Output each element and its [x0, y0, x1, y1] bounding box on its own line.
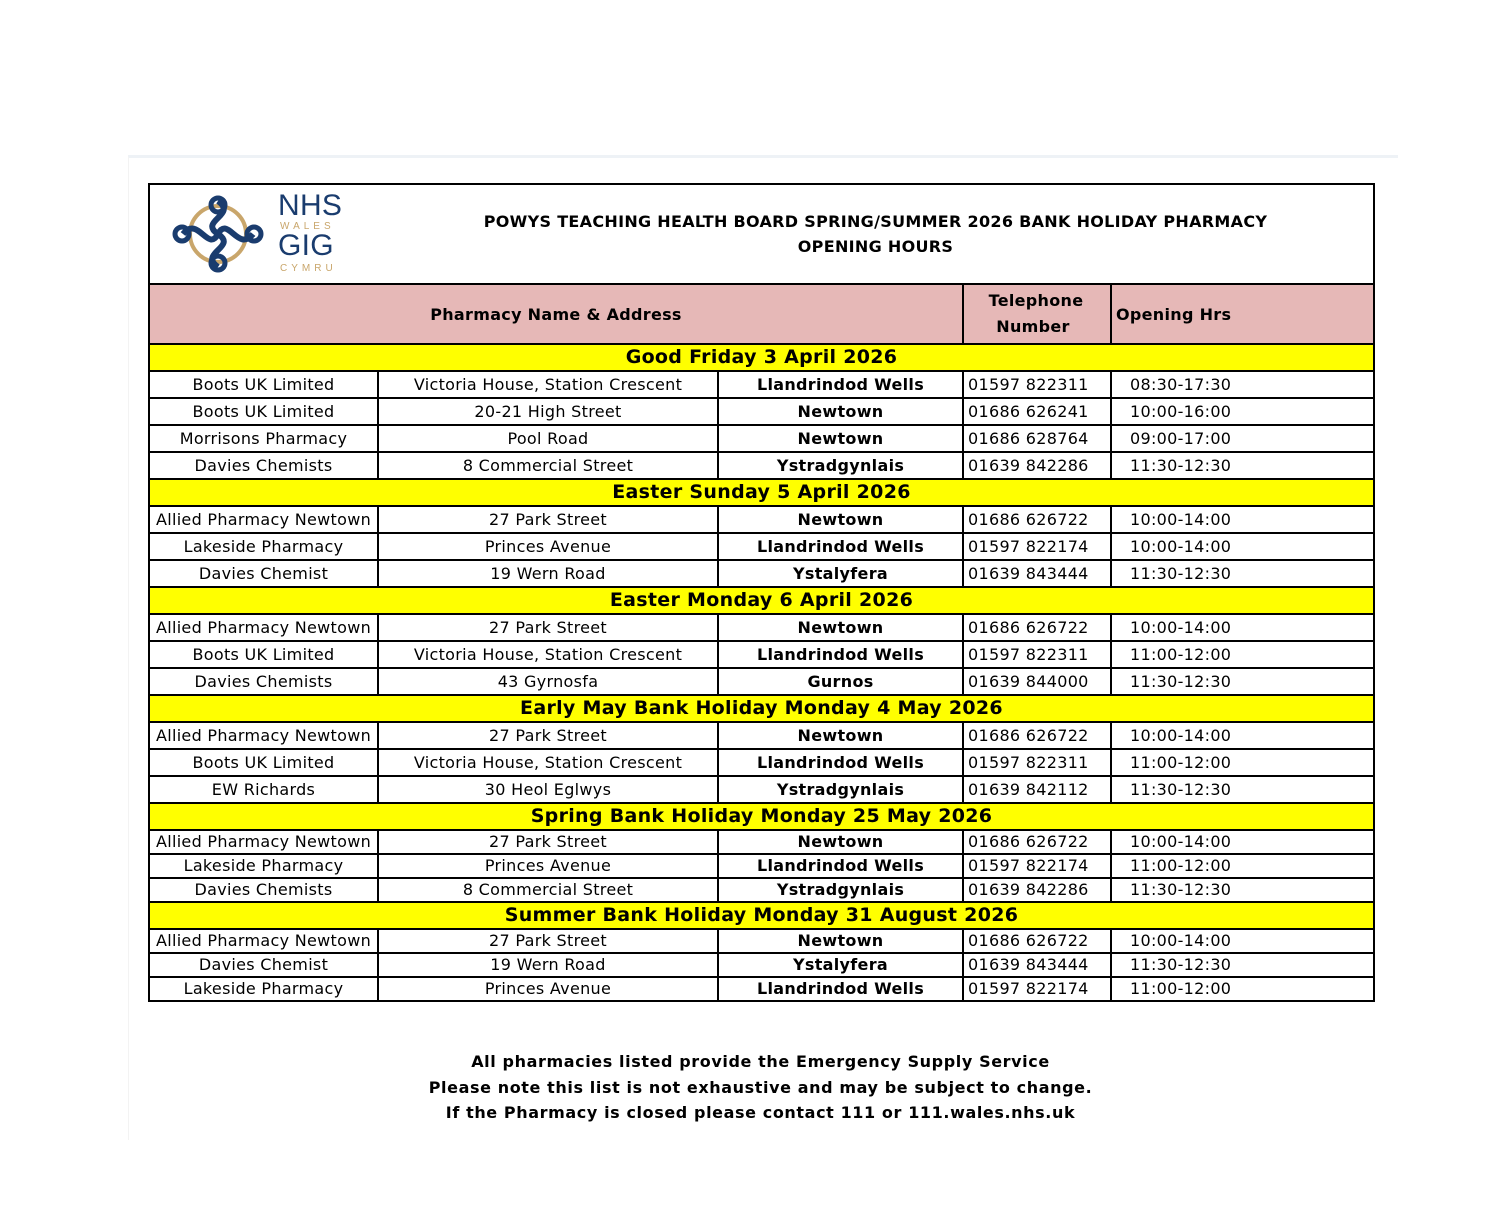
- pharmacy-hours: 11:30-12:30: [1111, 668, 1374, 695]
- logo-cell: NHS WALES GIG CYMRU: [149, 184, 378, 284]
- pharmacy-name: Boots UK Limited: [149, 398, 378, 425]
- pharmacy-hours: 09:00-17:00: [1111, 425, 1374, 452]
- pharmacy-phone: 01597 822311: [963, 749, 1111, 776]
- pharmacy-row: [149, 398, 1374, 425]
- section-title: Easter Sunday 5 April 2026: [149, 479, 1374, 506]
- pharmacy-row: [149, 425, 1374, 452]
- pharmacy-address: Princes Avenue: [378, 854, 718, 878]
- pharmacy-address: Princes Avenue: [378, 533, 718, 560]
- pharmacy-hours: 11:30-12:30: [1111, 776, 1374, 803]
- pharmacy-town: Newtown: [718, 614, 963, 641]
- pharmacy-phone: 01639 842286: [963, 452, 1111, 479]
- section-title: Early May Bank Holiday Monday 4 May 2026: [149, 695, 1374, 722]
- pharmacy-name: Lakeside Pharmacy: [149, 533, 378, 560]
- pharmacy-town: Ystradgynlais: [718, 776, 963, 803]
- pharmacy-town: Llandrindod Wells: [718, 371, 963, 398]
- pharmacy-town: Llandrindod Wells: [718, 641, 963, 668]
- pharmacy-town: Llandrindod Wells: [718, 854, 963, 878]
- pharmacy-town: Llandrindod Wells: [718, 977, 963, 1001]
- pharmacy-hours: 08:30-17:30: [1111, 371, 1374, 398]
- pharmacy-row: [149, 506, 1374, 533]
- footer-line-2: Please note this list is not exhaustive and may be subject to change.: [428, 1078, 1093, 1097]
- pharmacy-address: 19 Wern Road: [378, 560, 718, 587]
- pharmacy-phone: 01686 628764: [963, 425, 1111, 452]
- pharmacy-address: Pool Road: [378, 425, 718, 452]
- pharmacy-row: [149, 614, 1374, 641]
- pharmacy-phone: 01639 843444: [963, 953, 1111, 977]
- pharmacy-address: 20-21 High Street: [378, 398, 718, 425]
- pharmacy-hours: 11:30-12:30: [1111, 878, 1374, 902]
- header-name-address: Pharmacy Name & Address: [149, 284, 963, 344]
- pharmacy-name: Lakeside Pharmacy: [149, 854, 378, 878]
- pharmacy-hours: 10:00-16:00: [1111, 398, 1374, 425]
- pharmacy-row: [149, 452, 1374, 479]
- pharmacy-phone: 01639 844000: [963, 668, 1111, 695]
- pharmacy-hours: 11:00-12:00: [1111, 977, 1374, 1001]
- pharmacy-row: [149, 830, 1374, 854]
- pharmacy-name: Allied Pharmacy Newtown: [149, 506, 378, 533]
- section-title: Spring Bank Holiday Monday 25 May 2026: [149, 803, 1374, 830]
- header-opening-hrs: Opening Hrs: [1111, 284, 1374, 344]
- pharmacy-row: [149, 668, 1374, 695]
- title-line-1: POWYS TEACHING HEALTH BOARD SPRING/SUMMER 2026 BANK HOLIDAY PHARMACY: [483, 212, 1268, 231]
- pharmacy-address: 43 Gyrnosfa: [378, 668, 718, 695]
- pharmacy-row: [149, 878, 1374, 902]
- pharmacy-town: Ystradgynlais: [718, 452, 963, 479]
- pharmacy-town: Newtown: [718, 830, 963, 854]
- pharmacy-hours: 10:00-14:00: [1111, 614, 1374, 641]
- pharmacy-name: Allied Pharmacy Newtown: [149, 830, 378, 854]
- pharmacy-hours: 10:00-14:00: [1111, 722, 1374, 749]
- pharmacy-row: [149, 749, 1374, 776]
- pharmacy-address: 27 Park Street: [378, 722, 718, 749]
- pharmacy-town: Llandrindod Wells: [718, 749, 963, 776]
- pharmacy-phone: 01686 626241: [963, 398, 1111, 425]
- title-line-2: OPENING HOURS: [797, 237, 954, 256]
- pharmacy-address: 8 Commercial Street: [378, 878, 718, 902]
- pharmacy-name: Davies Chemists: [149, 668, 378, 695]
- pharmacy-hours: 11:00-12:00: [1111, 641, 1374, 668]
- pharmacy-town: Newtown: [718, 506, 963, 533]
- pharmacy-name: Davies Chemists: [149, 452, 378, 479]
- pharmacy-address: Victoria House, Station Crescent: [378, 749, 718, 776]
- document-title: [378, 184, 1374, 284]
- pharmacy-phone: 01686 626722: [963, 506, 1111, 533]
- header-telephone: Telephone Number: [963, 284, 1111, 344]
- pharmacy-row: [149, 854, 1374, 878]
- pharmacy-hours: 10:00-14:00: [1111, 830, 1374, 854]
- pharmacy-town: Newtown: [718, 722, 963, 749]
- title-row: [149, 184, 1374, 284]
- pharmacy-hours: 10:00-14:00: [1111, 506, 1374, 533]
- pharmacy-address: 8 Commercial Street: [378, 452, 718, 479]
- pharmacy-phone: 01639 842112: [963, 776, 1111, 803]
- pharmacy-phone: 01686 626722: [963, 830, 1111, 854]
- pharmacy-phone: 01597 822174: [963, 854, 1111, 878]
- pharmacy-phone: 01597 822174: [963, 533, 1111, 560]
- pharmacy-address: Victoria House, Station Crescent: [378, 371, 718, 398]
- pharmacy-row: [149, 776, 1374, 803]
- pharmacy-row: [149, 953, 1374, 977]
- pharmacy-town: Gurnos: [718, 668, 963, 695]
- pharmacy-name: Allied Pharmacy Newtown: [149, 614, 378, 641]
- pharmacy-table: [148, 183, 1375, 1002]
- pharmacy-hours: 11:00-12:00: [1111, 854, 1374, 878]
- pharmacy-address: Princes Avenue: [378, 977, 718, 1001]
- pharmacy-hours: 11:30-12:30: [1111, 560, 1374, 587]
- pharmacy-town: Newtown: [718, 425, 963, 452]
- pharmacy-phone: 01639 843444: [963, 560, 1111, 587]
- pharmacy-name: Allied Pharmacy Newtown: [149, 722, 378, 749]
- section-heading-row: [149, 479, 1374, 506]
- pharmacy-town: Newtown: [718, 398, 963, 425]
- pharmacy-name: EW Richards: [149, 776, 378, 803]
- pharmacy-hours: 10:00-14:00: [1111, 533, 1374, 560]
- section-heading-row: [149, 803, 1374, 830]
- pharmacy-hours: 11:00-12:00: [1111, 749, 1374, 776]
- pharmacy-name: Davies Chemist: [149, 560, 378, 587]
- section-title: Summer Bank Holiday Monday 31 August 2026: [149, 902, 1374, 929]
- pharmacy-row: [149, 929, 1374, 953]
- section-heading-row: [149, 695, 1374, 722]
- section-title: Good Friday 3 April 2026: [149, 344, 1374, 371]
- pharmacy-address: 30 Heol Eglwys: [378, 776, 718, 803]
- pharmacy-row: [149, 977, 1374, 1001]
- pharmacy-name: Morrisons Pharmacy: [149, 425, 378, 452]
- pharmacy-phone: 01597 822311: [963, 641, 1111, 668]
- pharmacy-row: [149, 722, 1374, 749]
- pharmacy-hours: 11:30-12:30: [1111, 953, 1374, 977]
- pharmacy-phone: 01686 626722: [963, 722, 1111, 749]
- pharmacy-address: 19 Wern Road: [378, 953, 718, 977]
- pharmacy-phone: 01639 842286: [963, 878, 1111, 902]
- pharmacy-name: Boots UK Limited: [149, 749, 378, 776]
- pharmacy-name: Allied Pharmacy Newtown: [149, 929, 378, 953]
- section-heading-row: [149, 587, 1374, 614]
- nhs-knot-logo-icon: [168, 193, 268, 275]
- pharmacy-town: Ystradgynlais: [718, 878, 963, 902]
- pharmacy-address: 27 Park Street: [378, 614, 718, 641]
- section-heading-row: [149, 902, 1374, 929]
- pharmacy-name: Boots UK Limited: [149, 641, 378, 668]
- pharmacy-hours: 10:00-14:00: [1111, 929, 1374, 953]
- pharmacy-name: Boots UK Limited: [149, 371, 378, 398]
- pharmacy-row: [149, 371, 1374, 398]
- pharmacy-address: 27 Park Street: [378, 506, 718, 533]
- section-heading-row: [149, 344, 1374, 371]
- section-title: Easter Monday 6 April 2026: [149, 587, 1374, 614]
- footer-line-3: If the Pharmacy is closed please contact 111 or 111.wales.nhs.uk: [445, 1103, 1076, 1122]
- pharmacy-town: Ystalyfera: [718, 560, 963, 587]
- pharmacy-town: Llandrindod Wells: [718, 533, 963, 560]
- footer-line-1: All pharmacies listed provide the Emergency Supply Service: [471, 1052, 1050, 1071]
- pharmacy-town: Ystalyfera: [718, 953, 963, 977]
- column-header-row: [149, 284, 1374, 344]
- pharmacy-town: Newtown: [718, 929, 963, 953]
- pharmacy-name: Davies Chemists: [149, 878, 378, 902]
- pharmacy-address: Victoria House, Station Crescent: [378, 641, 718, 668]
- pharmacy-row: [149, 533, 1374, 560]
- pharmacy-hours: 11:30-12:30: [1111, 452, 1374, 479]
- pharmacy-address: 27 Park Street: [378, 929, 718, 953]
- pharmacy-address: 27 Park Street: [378, 830, 718, 854]
- pharmacy-row: [149, 560, 1374, 587]
- pharmacy-phone: 01686 626722: [963, 614, 1111, 641]
- pharmacy-phone: 01597 822174: [963, 977, 1111, 1001]
- pharmacy-phone: 01686 626722: [963, 929, 1111, 953]
- pharmacy-name: Lakeside Pharmacy: [149, 977, 378, 1001]
- pharmacy-row: [149, 641, 1374, 668]
- pharmacy-name: Davies Chemist: [149, 953, 378, 977]
- pharmacy-phone: 01597 822311: [963, 371, 1111, 398]
